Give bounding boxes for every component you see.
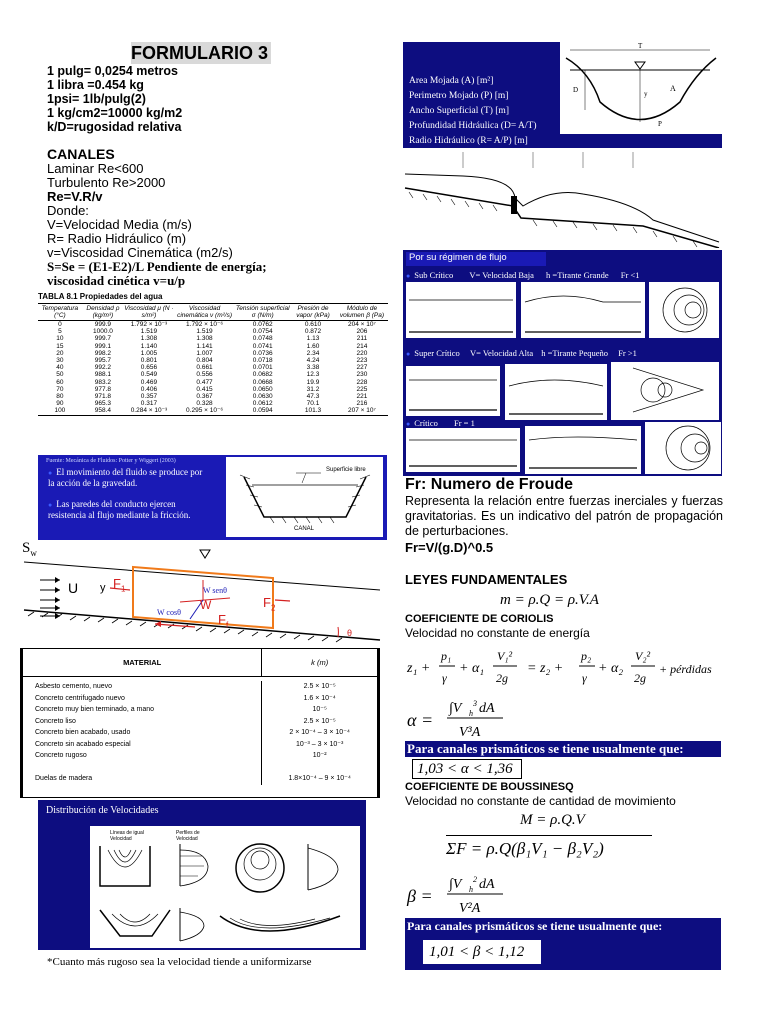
isovel-label: Líneas de igual Velocidad	[110, 830, 144, 842]
svg-text:2g: 2g	[634, 671, 646, 685]
slope-formula: S=Se = (E1-E2)/L Pendiente de energía;	[47, 259, 267, 274]
table-cell: 999.9	[94, 321, 112, 328]
svg-text:h: h	[469, 709, 473, 718]
table-cell: 0.610	[304, 321, 322, 328]
velocity-title: Distribución de Velocidades	[46, 805, 159, 816]
svg-text:2g: 2g	[496, 671, 508, 685]
unit-line: 1 libra =0.454 kg	[47, 78, 144, 92]
table-row	[23, 739, 377, 751]
table-cell: 0.0736	[252, 349, 273, 357]
table-cell: 998.2	[94, 349, 112, 357]
table-cell: 971.8	[94, 393, 112, 401]
canales-heading: CANALES	[47, 146, 115, 162]
table-cell: 0.549	[140, 371, 158, 379]
velocity-diagram	[90, 826, 360, 948]
roughness-value: 2 × 10⁻⁴ – 3 × 10⁻⁴	[289, 729, 350, 736]
table-cell: 220	[356, 349, 368, 357]
table-cell: 19.9	[306, 378, 320, 386]
table-cell: 965.3	[94, 400, 112, 408]
boussinesq-subtitle: Velocidad no constante de cantidad de movimiento	[405, 794, 676, 808]
table-row	[38, 386, 388, 393]
table-cell: 3.38	[306, 364, 320, 372]
table-cell: 0	[58, 321, 62, 328]
table-cell: 211	[356, 335, 368, 343]
geom-letter: A	[670, 84, 676, 93]
perdidas-term: + pérdidas	[659, 662, 712, 676]
table-cell: 0.295 × 10⁻⁶	[174, 407, 235, 415]
table-cell: 1.792 × 10⁻³	[130, 321, 168, 328]
svg-text:α =: α =	[407, 710, 434, 730]
table-row	[23, 727, 377, 739]
theta-label: θ	[347, 628, 353, 638]
re-formula: Re=V.R/v	[47, 189, 103, 204]
unit-line: 1psi= 1lb/pulg(2)	[47, 92, 146, 106]
boussinesq-note: Para canales prismáticos se tiene usualmente que:	[407, 919, 663, 933]
water-profile-diagram	[403, 148, 722, 248]
kinematic-formula: viscosidad cinética v=u/p	[47, 273, 186, 288]
table-row	[38, 321, 388, 329]
subcritical-row: ● Sub Crítico V= Velocidad Baja h =Tirante Grande Fr <1	[406, 270, 639, 280]
table-row	[23, 693, 377, 705]
table-row	[38, 364, 388, 371]
material-name: Concreto bien acabado, usado	[23, 727, 262, 739]
svg-text:V²A: V²A	[459, 901, 481, 916]
roughness-value: 1.6 × 10⁻⁴	[303, 694, 336, 702]
svg-text:dA: dA	[479, 877, 495, 892]
beta-equation-render	[405, 870, 565, 918]
table-cell: 47.3	[306, 393, 320, 401]
table-header: Presión de vapor (kPa)	[290, 304, 336, 321]
roughness-body	[23, 677, 377, 785]
f1-label: $F_1$	[113, 576, 126, 594]
material-name: Concreto liso	[23, 716, 262, 728]
gravity-flow-box	[38, 455, 387, 540]
geom-letter: D	[573, 86, 579, 94]
table-row	[38, 335, 388, 342]
longitudinal-profile-icon	[403, 148, 722, 248]
table-row	[23, 716, 377, 728]
beta-equation	[405, 870, 565, 918]
geometry-item: Radio Hidráulico (R= A/P) [m]	[409, 136, 528, 146]
geometry-item: Ancho Superficial (T) [m]	[409, 106, 509, 116]
table-cell: 1.141	[196, 342, 213, 350]
table-cell: 0.0754	[252, 328, 273, 336]
table-cell: 1.792 × 10⁻⁶	[186, 321, 224, 328]
roughness-value: 10⁻²	[312, 752, 327, 759]
table-cell: 1.308	[196, 335, 213, 343]
table-row	[38, 357, 388, 364]
table-header: Viscosidad μ (N · s/m²)	[124, 305, 174, 319]
critical-row: ● Crítico Fr = 1	[406, 418, 475, 428]
table-row	[38, 379, 388, 386]
roughness-value: 10⁻⁵	[312, 706, 327, 713]
table-row	[38, 371, 388, 378]
table-cell: 0.0650	[252, 385, 273, 393]
mass-equation: m = ρ.Q = ρ.V.A	[500, 592, 599, 608]
table-cell: 214	[356, 342, 368, 350]
froude-formula: Fr=V/(g.D)^0.5	[405, 540, 494, 555]
table-cell: 0.656	[140, 364, 158, 372]
table-cell: 2.34	[306, 349, 320, 357]
table-cell: 0.0682	[252, 371, 273, 379]
table-row	[23, 704, 377, 716]
momentum-equation: M = ρ.Q.V	[520, 812, 585, 828]
svg-text:γ: γ	[442, 671, 447, 685]
table-cell: 0.0701	[252, 364, 273, 372]
velocity-distribution-box	[38, 800, 366, 950]
table-cell: 230	[356, 371, 368, 379]
table-cell: 0.328	[196, 400, 213, 408]
table-cell: 1.308	[140, 335, 158, 343]
canal-label: CANAL	[294, 526, 315, 532]
table-header: Densidad ρ (kg/m³)	[82, 304, 124, 321]
table-row	[38, 400, 388, 407]
alpha-equation	[405, 694, 565, 740]
definition: R= Radio Hidráulico (m)	[47, 231, 187, 246]
table-cell: 1000.0	[92, 328, 113, 336]
svg-text:V³A: V³A	[459, 725, 481, 740]
table-row	[38, 343, 388, 350]
table-cell: 0.0741	[252, 342, 273, 350]
boussinesq-range: 1,01 < β < 1,12	[423, 940, 541, 964]
definition: v=Viscosidad Cinemática (m2/s)	[47, 245, 233, 260]
table-cell: 70.1	[306, 400, 320, 408]
table-source: Fuente: Mecánica de Fluidos: Potter y Wiggert (2003)	[46, 458, 176, 464]
table-cell: 227	[356, 364, 368, 372]
table-row	[38, 407, 388, 415]
table-cell: 999.7	[94, 335, 112, 343]
svg-text:V₁²: V₁²	[497, 649, 513, 663]
svg-text:+ α₂: + α₂	[598, 661, 624, 676]
f2-label: $F_2$	[263, 595, 276, 613]
page-title: FORMULARIO 3	[131, 42, 271, 64]
table-cell: 977.8	[94, 385, 112, 393]
roughness-table	[20, 648, 380, 798]
svg-text:p₁: p₁	[441, 649, 452, 663]
forces-diagram	[20, 540, 390, 645]
w-label: W	[200, 598, 212, 612]
roughness-value: 10⁻³ – 3 × 10⁻³	[296, 740, 344, 748]
table-cell: 0.477	[196, 378, 213, 386]
velocity-footer: *Cuanto más rugoso sea la velocidad tiende a uniformizarse	[47, 956, 312, 968]
table-cell: 988.1	[94, 371, 112, 379]
table-cell: 20	[56, 349, 64, 357]
table-cell: 12.3	[306, 371, 320, 379]
table-cell: 1.13	[306, 335, 320, 343]
roughness-header	[23, 649, 377, 677]
table-cell: 1.007	[196, 349, 213, 357]
table-cell: 0.556	[196, 371, 213, 379]
table-cell: 0.872	[304, 328, 322, 336]
table-cell: 0.801	[140, 357, 158, 365]
boussinesq-title: COEFICIENTE DE BOUSSINESQ	[405, 781, 574, 793]
table-cell: 204 × 10⁷	[348, 321, 376, 328]
table-header-row	[38, 304, 388, 321]
svg-text:h: h	[469, 885, 473, 894]
svg-text:+ α₁: + α₁	[459, 661, 485, 676]
svg-text:dA: dA	[479, 701, 495, 716]
table-cell: 90	[56, 400, 64, 408]
table-cell: 0.284 × 10⁻³	[124, 407, 174, 415]
energy-equation	[405, 642, 721, 690]
table-cell: 0.367	[196, 393, 213, 401]
table-caption: TABLA 8.1 Propiedades del agua	[38, 292, 163, 301]
table-cell: 100	[38, 407, 82, 415]
roughness-value: 1.8×10⁻⁴ – 9 × 10⁻⁴	[288, 775, 351, 782]
ff-label: $F_f$	[218, 612, 229, 630]
flow-item: ● El movimiento del fluido se produce por la acción de la gravedad.	[48, 467, 208, 488]
material-name: Concreto centrifugado nuevo	[23, 693, 262, 705]
table-cell: 15	[56, 342, 64, 350]
geometry-list	[409, 74, 537, 149]
table-row	[23, 762, 377, 774]
boussinesq-note-box	[405, 918, 721, 970]
table-header: Tensión superficial σ (N/m)	[235, 305, 290, 319]
canales-line: Laminar Re<600	[47, 161, 144, 176]
regime-diagrams	[403, 250, 722, 476]
table-row	[38, 350, 388, 357]
table-cell: 1.519	[140, 328, 158, 336]
table-cell: 999.1	[94, 342, 112, 350]
u-label: U	[68, 580, 79, 596]
material-name	[23, 762, 262, 774]
table-cell: 60	[56, 378, 64, 386]
leyes-heading: LEYES FUNDAMENTALES	[405, 572, 568, 587]
svg-text:z₁ +: z₁ +	[407, 661, 431, 676]
table-cell: 216	[356, 400, 368, 408]
table-row	[23, 773, 377, 785]
svg-text:p₂: p₂	[581, 649, 592, 663]
geom-letter: T	[638, 42, 643, 50]
svg-text:β =: β =	[407, 886, 433, 906]
table-row	[23, 681, 377, 693]
flow-regime-box	[403, 250, 722, 476]
profile-label: Perfiles de Velocidad	[176, 830, 200, 842]
table-cell: 1.005	[140, 349, 158, 357]
roughness-value: 2.5 × 10⁻⁵	[303, 683, 336, 690]
channel-section-icon	[560, 42, 722, 134]
svg-text:V₂²: V₂²	[635, 649, 651, 663]
flow-item: ● Las paredes del conducto ejercen resistencia al flujo mediante la fricción.	[48, 499, 208, 520]
table-cell: 0.0718	[252, 357, 273, 365]
table-cell: 983.2	[94, 378, 112, 386]
table-cell: 80	[56, 393, 64, 401]
svg-text:2: 2	[473, 875, 477, 884]
coriolis-note: Para canales prismáticos se tiene usualmente que:	[405, 741, 721, 757]
geometry-item: Area Mojada (A) [m²]	[409, 76, 494, 86]
table-cell: 0.0612	[252, 400, 273, 408]
table-cell: 0.0668	[252, 378, 273, 386]
table-cell: 0.469	[140, 378, 158, 386]
geometry-item: Profundidad Hidráulica (D= A/T)	[409, 121, 537, 131]
geometry-item: Perimetro Mojado (P) [m]	[409, 91, 509, 101]
donde-label: Donde:	[47, 203, 89, 218]
roughness-value	[262, 762, 377, 774]
definition: V=Velocidad Media (m/s)	[47, 217, 192, 232]
alpha-equation-render	[405, 694, 565, 740]
sum-force-equation: ΣF = ρ.Q(β₁V₁ − β₂V₂)	[446, 839, 604, 858]
table-cell: 1.519	[196, 328, 213, 336]
table-cell: 223	[356, 357, 368, 365]
table-cell: 0.0594	[235, 407, 290, 415]
channel-section-diagram	[560, 42, 722, 134]
roughness-value: 2.5 × 10⁻⁵	[303, 717, 336, 725]
svg-text:∫V: ∫V	[449, 701, 462, 716]
table-cell: 0.406	[140, 385, 158, 393]
table-cell: 30	[56, 357, 64, 365]
unit-line: 1 pulg= 0,0254 metros	[47, 64, 178, 78]
table-cell: 225	[356, 385, 368, 393]
table-header: Temperatura (°C)	[38, 304, 82, 321]
table-cell: 958.4	[82, 407, 124, 415]
froude-description: Representa la relación entre fuerzas inerciales y fuerzas gravitatorias. Es un indicativo del patrón de propagación de perturbaciones.	[405, 494, 723, 538]
coriolis-range: 1,03 < α < 1,36	[412, 759, 522, 779]
wcos-label: W cosθ	[157, 608, 181, 617]
geom-letter: P	[658, 120, 662, 128]
table-cell: 992.2	[94, 364, 112, 372]
velocity-contours-diagram	[90, 826, 360, 948]
table-cell: 5	[58, 328, 62, 336]
table-cell: 40	[56, 364, 64, 372]
table-cell: 0.0762	[252, 321, 273, 328]
channel-geometry-box	[403, 42, 722, 148]
froude-heading: Fr: Numero de Froude	[405, 476, 574, 493]
table-row	[38, 393, 388, 400]
table-cell: 70	[56, 385, 64, 393]
table-cell: 0.415	[196, 385, 213, 393]
table-cell: 0.804	[196, 357, 213, 365]
canales-line: Turbulento Re>2000	[47, 175, 166, 190]
material-name: Asbesto cemento, nuevo	[23, 681, 262, 693]
water-properties-table	[38, 292, 388, 457]
material-name: Concreto sin acabado especial	[23, 739, 262, 751]
table-cell: 31.2	[306, 385, 320, 393]
coriolis-title: COEFICIENTE DE CORIOLIS	[405, 613, 554, 625]
unit-line: 1 kg/cm2=10000 kg/m2	[47, 106, 183, 120]
y-label: y	[100, 582, 106, 594]
table-cell: 0.0748	[252, 335, 273, 343]
coriolis-subtitle: Velocidad no constante de energía	[405, 626, 590, 640]
table-cell: 207 × 10⁷	[336, 407, 388, 415]
surface-label: Superficie libre	[326, 467, 366, 473]
table-cell: 1.60	[306, 342, 320, 350]
table-cell: 221	[356, 393, 368, 401]
table-cell: 206	[356, 328, 368, 336]
table-cell: 101.3	[290, 407, 336, 415]
supercritical-row: ● Super Crítico V= Velocidad Alta h =Tirante Pequeño Fr >1	[406, 348, 637, 358]
svg-text:γ: γ	[582, 671, 587, 685]
equation-divider	[446, 835, 652, 836]
wsen-label: W senθ	[203, 586, 227, 595]
geom-letter: y	[644, 90, 648, 98]
roughness-col-material: MATERIAL	[23, 649, 262, 676]
table-cell: 0.317	[140, 400, 158, 408]
material-name: Concreto muy bien terminado, a mano	[23, 704, 262, 716]
table-cell: 995.7	[94, 357, 112, 365]
roughness-col-k: k (m)	[311, 658, 329, 667]
canal-diagram	[226, 457, 383, 537]
regime-title: Por su régimen de flujo	[406, 252, 546, 266]
table-cell: 228	[356, 378, 368, 386]
unit-line: k/D=rugosidad relativa	[47, 120, 182, 134]
material-name: Concreto rugoso	[23, 750, 262, 762]
sw-label: $S_w$	[22, 540, 37, 558]
table-header: Viscosidad cinemática ν (m²/s)	[174, 304, 235, 321]
table-cell: 0.661	[196, 364, 213, 372]
material-name: Duelas de madera	[23, 773, 262, 785]
table-cell: 0.0630	[252, 393, 273, 401]
table-cell: 0.357	[140, 393, 158, 401]
table-cell: 4.24	[306, 357, 320, 365]
table-header: Módulo de volumen β (Pa)	[336, 304, 388, 321]
table-cell: 1.140	[140, 342, 158, 350]
svg-text:= z₂ +: = z₂ +	[527, 661, 564, 676]
svg-text:3: 3	[473, 699, 477, 708]
svg-text:∫V: ∫V	[449, 877, 462, 892]
table-body	[38, 321, 388, 416]
table-cell: 10	[56, 335, 64, 343]
table-row	[23, 750, 377, 762]
table-row	[38, 328, 388, 335]
table-cell: 50	[56, 371, 64, 379]
